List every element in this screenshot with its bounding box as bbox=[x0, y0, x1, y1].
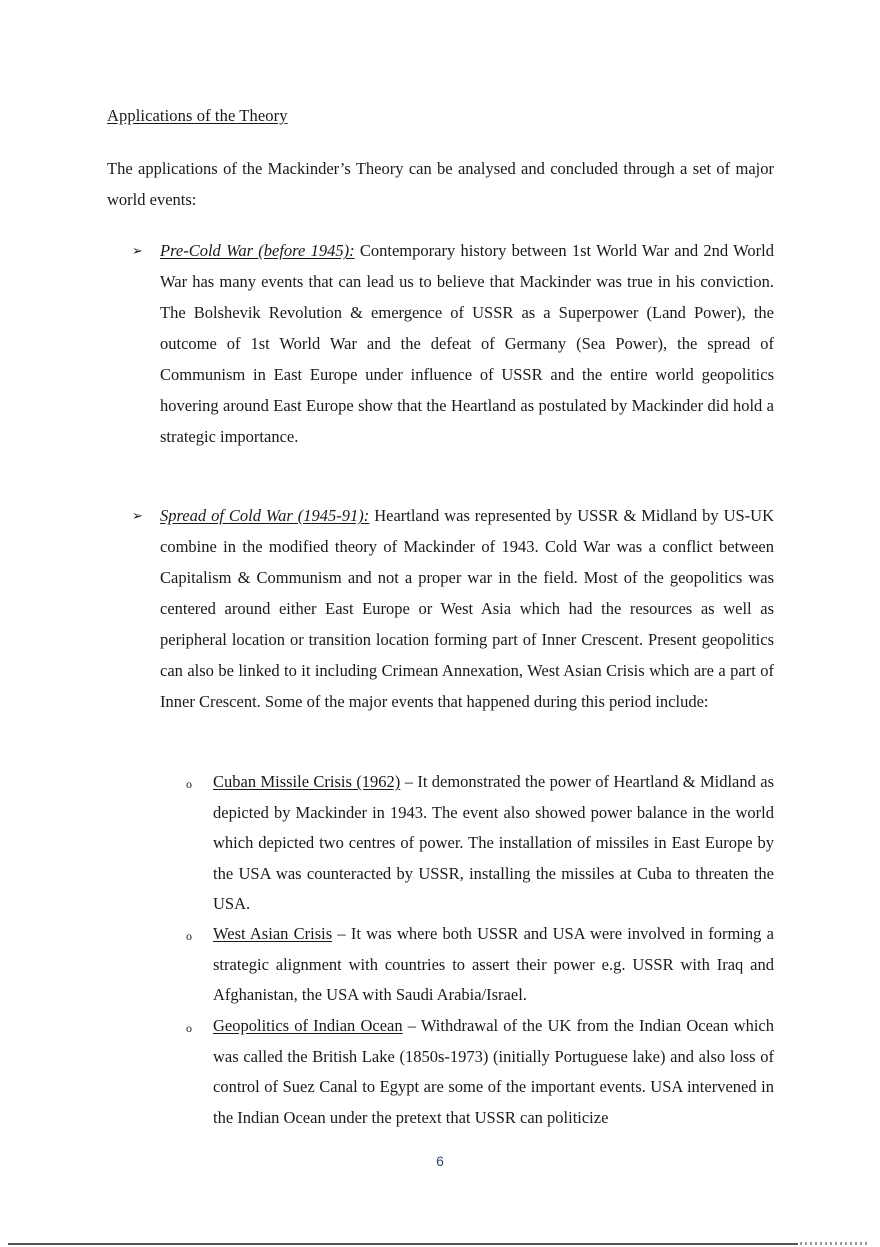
sub-item-west-asian-crisis bbox=[213, 919, 774, 1011]
sub-item-text: – It demonstrated the power of Heartland & Midland as depicted by Mackinder in 1943. The event also showed power balance in the world which depicted two centres of power. The installation of missiles in East Europe by the USA was counteracted by USSR, installing the missiles at Cuba to threaten the USA. bbox=[213, 772, 774, 914]
page-bottom-dots bbox=[800, 1242, 870, 1245]
sub-item-cuban-missile-crisis bbox=[213, 767, 774, 920]
section-text: Heartland was represented by USSR & Midland by US-UK combine in the modified theory of Mackinder of 1943. Cold War was a conflict between Capitalism & Communism and not a proper war in the field. Most of the geopolitics was centered around either East Europe or West Asia which had the resources as well as peripheral location or transition location forming part of Inner Crescent. Present geopolitics can also be linked to it including Crimean Annexation, West Asian Crisis which are a part of Inner Crescent. Some of the major events that happened during this period include: bbox=[160, 506, 774, 711]
arrow-bullet-icon: ➢ bbox=[132, 243, 143, 258]
sub-item-text: – Withdrawal of the UK from the Indian Ocean which was called the British Lake (1850s-1973) (initially Portuguese lake) and also loss of control of Suez Canal to Egypt are some of the important events. USA intervened in the Indian Ocean under the pretext that USSR can politicize bbox=[213, 1016, 774, 1127]
section-pre-cold-war bbox=[160, 235, 774, 452]
section-heading: Applications of the Theory bbox=[107, 106, 288, 125]
circle-bullet-icon: o bbox=[186, 929, 192, 943]
section-text: Contemporary history between 1st World War and 2nd World War has many events that can lead us to believe that Mackinder was true in his conviction. The Bolshevik Revolution & emergence of USSR as a Superpower (Land Power), the outcome of 1st World War and the defeat of Germany (Sea Power), the spread of Communism in East Europe under influence of USSR and the entire world geopolitics hovering around East Europe show that the Heartland as postulated by Mackinder did hold a strategic importance. bbox=[160, 241, 774, 446]
sub-item-indian-ocean bbox=[213, 1011, 774, 1133]
intro-paragraph: The applications of the Mackinder’s Theory can be analysed and concluded through a set of major world events: bbox=[107, 159, 774, 209]
page-number: 6 bbox=[436, 1153, 444, 1169]
sub-item-label: West Asian Crisis bbox=[213, 924, 333, 943]
sub-item-label: Cuban Missile Crisis (1962) bbox=[213, 772, 401, 791]
page-bottom-border bbox=[8, 1243, 798, 1245]
section-label: Spread of Cold War (1945-91): bbox=[160, 506, 370, 525]
circle-bullet-icon: o bbox=[186, 777, 192, 791]
section-label: Pre-Cold War (before 1945): bbox=[160, 241, 355, 260]
section-spread-of-cold-war bbox=[160, 500, 774, 717]
sub-item-label: Geopolitics of Indian Ocean bbox=[213, 1016, 403, 1035]
sub-item-text: – It was where both USSR and USA were involved in forming a strategic alignment with countries to assert their power e.g. USSR with Iraq and Afghanistan, the USA with Saudi Arabia/Israel. bbox=[213, 924, 774, 1005]
circle-bullet-icon: o bbox=[186, 1021, 192, 1035]
arrow-bullet-icon: ➢ bbox=[132, 508, 143, 523]
